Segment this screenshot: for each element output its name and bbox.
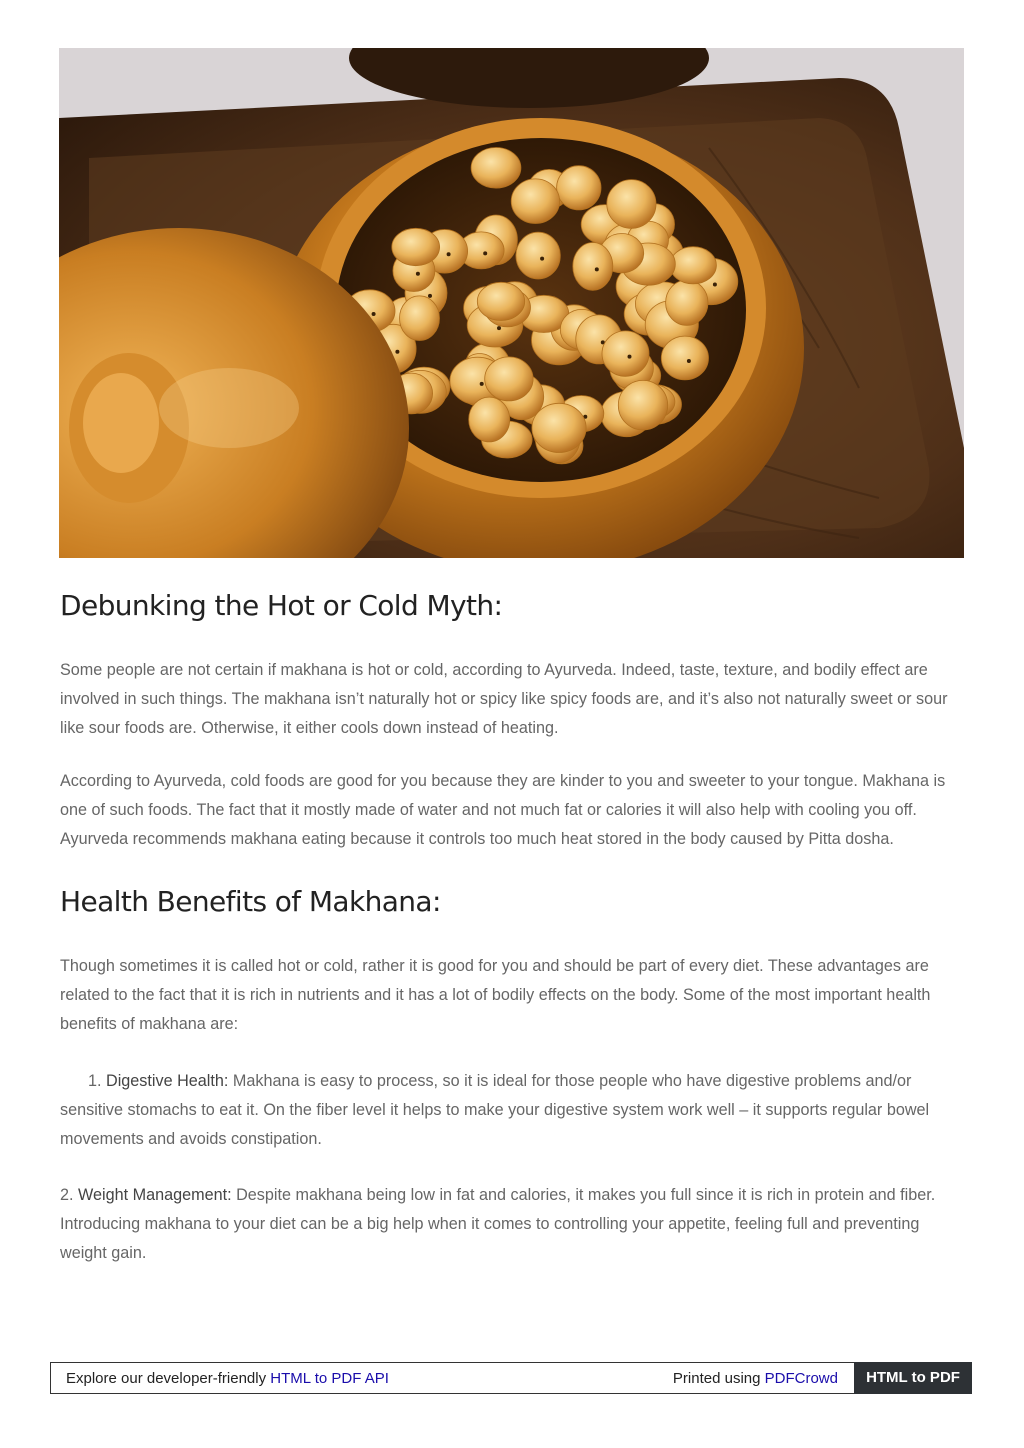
makhana-seed — [477, 282, 524, 320]
seed-speck — [483, 251, 487, 255]
makhana-seed — [471, 148, 521, 189]
makhana-seed — [557, 166, 601, 210]
html-to-pdf-button[interactable]: HTML to PDF — [854, 1362, 972, 1394]
makhana-seed — [400, 296, 440, 341]
seed-speck — [595, 267, 599, 271]
makhana-seed — [485, 357, 533, 401]
benefit-title: Digestive Health: — [106, 1072, 229, 1090]
makhana-seed — [666, 280, 708, 325]
benefit-item-digestive — [60, 1067, 965, 1154]
makhana-seed — [511, 179, 559, 224]
footer-printed-text: Printed using — [672, 1370, 761, 1387]
makhana-seed — [661, 336, 708, 380]
pdfcrowd-footer — [50, 1362, 972, 1394]
makhana-seed — [602, 331, 649, 376]
benefits-intro: Though sometimes it is called hot or cold, rather it is good for you and should be part of every diet. These advantages are related to the fact that it is rich in nutrients and it has a lot of bodily effects on the body. Some of the most important health benefits of makhana are: — [60, 957, 931, 1033]
seed-speck — [416, 272, 420, 276]
makhana-seed — [392, 228, 440, 265]
hero-image — [59, 48, 964, 558]
makhana-bowl-illustration — [59, 48, 964, 558]
makhana-seed — [618, 380, 667, 430]
makhana-seed — [607, 180, 656, 229]
makhana-seed — [516, 232, 560, 279]
pdfcrowd-link[interactable]: PDFCrowd — [764, 1370, 838, 1387]
seed-speck — [497, 326, 501, 330]
benefit-item-weight — [60, 1181, 965, 1268]
seed-speck — [480, 382, 484, 386]
benefit-number: 1. — [88, 1072, 102, 1090]
seed-speck — [628, 355, 632, 359]
seed-speck — [540, 257, 544, 261]
html-to-pdf-api-link[interactable]: HTML to PDF API — [270, 1370, 389, 1387]
seed-speck — [395, 350, 399, 354]
makhana-seed — [670, 247, 717, 284]
benefit-number: 2. — [60, 1186, 74, 1204]
article-content — [60, 580, 965, 1268]
section-heading-myth: Debunking the Hot or Cold Myth: — [60, 589, 503, 622]
footer-explore-text: Explore our developer-friendly — [66, 1370, 267, 1387]
benefit-title: Weight Management: — [78, 1186, 232, 1204]
myth-paragraph-2: According to Ayurveda, cold foods are good for you because they are kinder to you and sweeter to your tongue. Makhana is one of such foods. The fact that it mostly made of water and not much fat or calories it will also help with cooling you off. Ayurveda recommends makhana eating because it controls too much heat stored in the body caused by Pitta dosha. — [60, 772, 946, 848]
seed-speck — [428, 294, 432, 298]
makhana-seed — [532, 403, 586, 452]
footer-printed — [673, 1370, 838, 1387]
seed-speck — [713, 283, 717, 287]
benefit-text: Makhana is easy to process, so it is ideal for those people who have digestive problems and/or sensitive stomachs to eat it. On the fiber level it helps to make your digestive system work well – it supports regular bowel movements and avoids constipation. — [60, 1072, 930, 1148]
makhana-seed — [573, 243, 613, 291]
makhana-seed — [469, 397, 510, 442]
seed-speck — [372, 312, 376, 316]
seed-speck — [447, 252, 451, 256]
footer-explore — [66, 1370, 389, 1387]
benefit-text: Despite makhana being low in fat and calories, it makes you full since it is rich in protein and fiber. Introducing makhana to your diet can be a big help when it comes to controlling your appetite, feeling full and preventing weight gain. — [60, 1186, 936, 1262]
seed-speck — [687, 359, 691, 363]
section-heading-benefits: Health Benefits of Makhana: — [60, 885, 441, 918]
myth-paragraph-1: Some people are not certain if makhana is hot or cold, according to Ayurveda. Indeed, taste, texture, and bodily effect are involved in such things. The makhana isn’t naturally hot or spicy like spicy foods are, and it’s also not naturally sweet or sour like sour foods are. Otherwise, it either cools down instead of heating. — [60, 661, 948, 737]
